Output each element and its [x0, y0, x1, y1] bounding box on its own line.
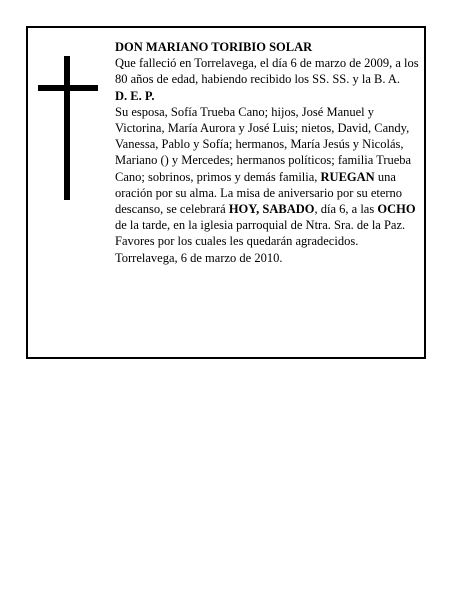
place-date: Torrelavega, 6 de marzo de 2010. [115, 250, 283, 265]
hour-text: de la tarde, en la iglesia parroquial de Ntra. Sra. de la Paz. Favores por los cuales les quedarán agradecidos. [115, 218, 406, 249]
rip-line: D. E. P. [115, 88, 155, 103]
prayer-text: una oración por su alma. La misa de aniversario por su eterno descanso, se celebrará [115, 169, 403, 217]
family-paragraph [115, 104, 423, 250]
death-info: Que falleció en Torrelavega, el día 6 de marzo de 2009, a los 80 años de edad, habiendo recibido los SS. SS. y la B. A. [115, 56, 419, 87]
deceased-name: DON MARIANO TORIBIO SOLAR [115, 40, 313, 54]
hour-text-bold: OCHO [377, 202, 416, 217]
notice-text [115, 39, 423, 266]
day-text-bold: HOY, SABADO [228, 202, 315, 217]
cross-horizontal-bar [38, 85, 98, 91]
day-text: , día 6, a las [314, 202, 378, 217]
cross-icon [38, 56, 98, 200]
family-text: Su esposa, Sofía Trueba Cano; hijos, José Manuel y Victorina, María Aurora y José Luis; nietos, David, Candy, Vanessa, Pablo y Sofía; hermanos, María Jesús y Nicolás, Mariano () y Mercedes; hermanos políticos; familia Trueba Cano; sobrinos, primos y demás familia, [115, 104, 412, 184]
ruegan-text: RUEGAN [320, 169, 375, 184]
cross-vertical-bar [64, 56, 70, 200]
obituary-notice [26, 26, 426, 359]
